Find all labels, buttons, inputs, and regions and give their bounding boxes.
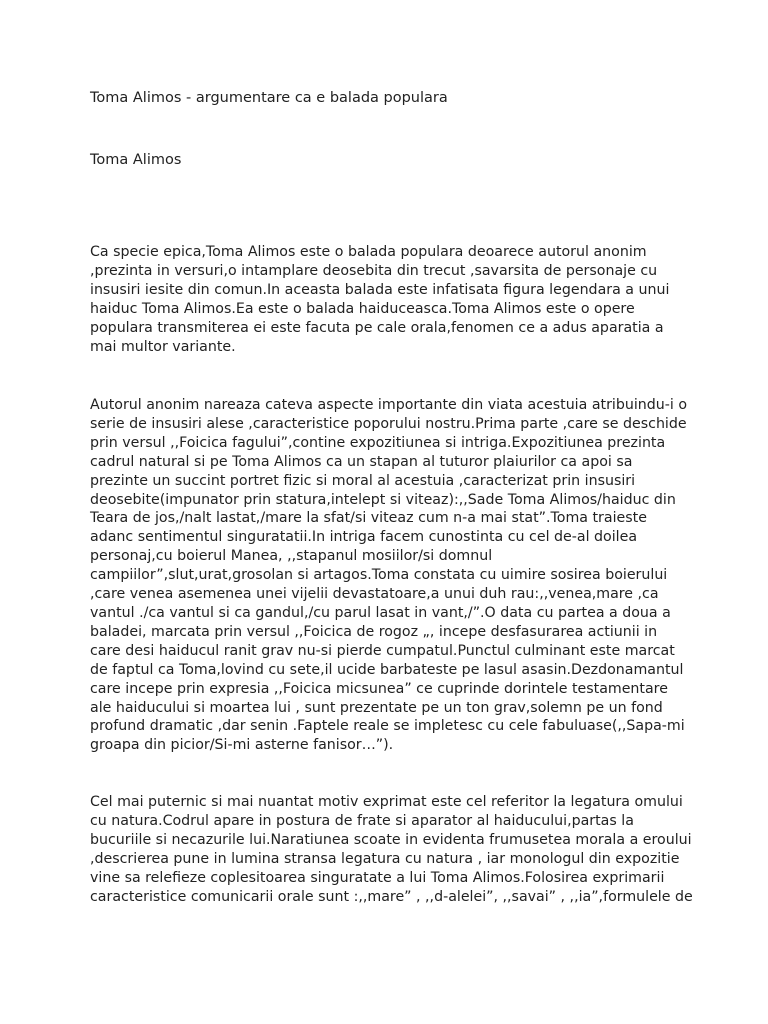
text-line: prin versul ,,Foicica fagului”,contine expozitiunea si intriga.Expozitiunea prezinta (90, 434, 666, 451)
text-line: cu natura.Codrul apare in postura de frate si aparator al haiducului,partas la (90, 812, 634, 829)
text-line: care desi haiducul ranit grav nu-si pierde cumpatul.Punctul culminant este marcat (90, 642, 675, 659)
paragraph-3 (90, 793, 693, 906)
document-title: Toma Alimos - argumentare ca e balada populara (90, 90, 448, 106)
text-line: ale haiducului si moartea lui , sunt prezentate pe un ton grav,solemn pe un fond (90, 699, 663, 716)
text-line: caracteristice comunicarii orale sunt :,,mare” , ,,d-alelei”, ,,savai” , ,,ia”,formulele de (90, 888, 693, 905)
text-line: bucuriile si necazurile lui.Naratiunea scoate in evidenta frumusetea morala a eroului (90, 831, 692, 848)
text-line: Cel mai puternic si mai nuantat motiv exprimat este cel referitor la legatura omului (90, 794, 683, 810)
section-heading: Toma Alimos (90, 152, 182, 168)
paragraph-1 (90, 243, 690, 356)
text-line: insusiri iesite din comun.In aceasta balada este infatisata figura legendara a unui (90, 281, 670, 298)
paragraph-2 (90, 396, 690, 755)
text-line: profund dramatic ,dar senin .Faptele reale se impletesc cu cele fabuluase(,,Sapa-mi (90, 718, 685, 735)
text-line: Ca specie epica,Toma Alimos este o balada populara deoarece autorul anonim (90, 244, 647, 260)
text-line: serie de insusiri alese ,caracteristice poporului nostru.Prima parte ,care se deschide (90, 415, 687, 432)
text-line: ,descrierea pune in lumina stransa legatura cu natura , iar monologul din expozitie (90, 850, 680, 867)
text-line: vine sa relefieze coplesitoarea singuratate a lui Toma Alimos.Folosirea exprimarii (90, 869, 665, 886)
text-line: baladei, marcata prin versul ,,Foicica de rogoz „, incepe desfasurarea actiunii in (90, 623, 658, 640)
text-line: de faptul ca Toma,lovind cu sete,il ucide barbateste pe lasul asasin.Dezdonamantul (90, 661, 684, 678)
text-line: mai multor variante. (90, 338, 236, 355)
text-line: personaj,cu boierul Manea, ,,stapanul mosiilor/si domnul (90, 548, 493, 565)
text-line: prezinte un succint portret fizic si moral al acestuia ,caracterizat prin insusiri (90, 472, 636, 489)
text-line: Teara de jos,/nalt lastat,/mare la sfat/si viteaz cum n-a mai stat”.Toma traieste (90, 510, 647, 527)
text-line: campiilor”,slut,urat,grosolan si artagos.Toma constata cu uimire sosirea boierului (90, 567, 668, 584)
text-line: ,prezinta in versuri,o intamplare deosebita din trecut ,savarsita de personaje cu (90, 262, 658, 279)
text-line: cadrul natural si pe Toma Alimos ca un stapan al tuturor plaiurilor ca apoi sa (90, 453, 633, 470)
text-line: adanc sentimentul singuratatii.In intriga facem cunostinta cu cel de-al doilea (90, 529, 638, 546)
text-line: groapa din picior/Si-mi asterne fanisor…”). (90, 737, 394, 754)
text-line: ,care venea asemenea unei vijelii devastatoare,a unui duh rau:,,venea,mare ,ca (90, 586, 659, 603)
text-line: haiduc Toma Alimos.Ea este o balada haiduceasca.Toma Alimos este o opere (90, 300, 635, 317)
text-line: deosebite(impunator prin statura,intelept si viteaz):,,Sade Toma Alimos/haiduc din (90, 491, 676, 508)
text-line: Autorul anonim nareaza cateva aspecte importante din viata acestuia atribuindu-i o (90, 397, 688, 413)
text-line: care incepe prin expresia ,,Foicica micsunea” ce cuprinde dorintele testamentare (90, 680, 668, 697)
text-line: vantul ./ca vantul si ca gandul,/cu parul lasat in vant,/”.O data cu partea a doua a (90, 604, 671, 621)
text-line: populara transmiterea ei este facuta pe cale orala,fenomen ce a adus aparatia a (90, 319, 664, 336)
